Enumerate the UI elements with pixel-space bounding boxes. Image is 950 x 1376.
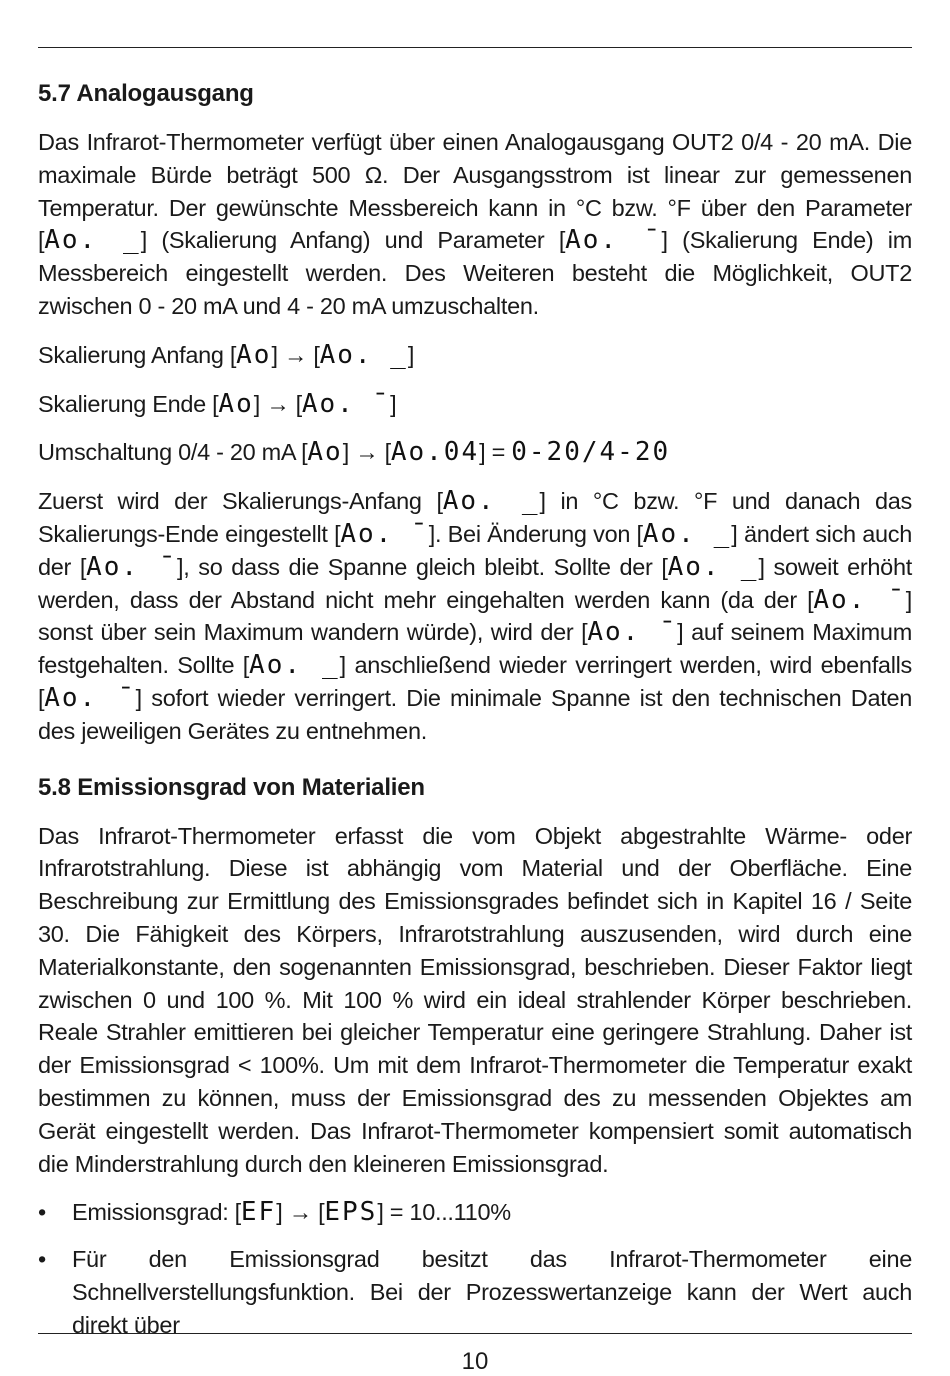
analog-detail-paragraph: Zuerst wird der Skalierungs-Anfang [Ao. _] in °C bzw. °F und danach das Skalierungs-Ende eingestellt [Ao. ¯]. Bei Änderung von [Ao. _] ändert sich auch der [Ao. ¯], so dass die Spanne gleich bleibt. Sollte der [Ao. _] soweit erhöht werden, dass der Abstand nicht mehr eingehalten werden kann (da der [Ao. ¯] sonst über sein Maximum wandern würde), wird der [Ao. ¯] auf seinem Maximum festgehalten. Sollte [Ao. _] anschließend wieder verringert werden, wird ebenfalls [Ao. ¯] sofort wieder verringert. Die minimale Spanne ist den technischen Daten des jeweiligen Gerätes zu entnehmen.: [38, 486, 912, 744]
display-code-scale-end: Ao. ¯: [813, 584, 906, 615]
emission-bullet-list: [38, 1196, 912, 1341]
bullet-icon: •: [38, 1246, 46, 1273]
page-content: [38, 78, 912, 1342]
emission-paragraph: Das Infrarot-Thermometer erfasst die vom Objekt abgestrahlte Wärme- oder Infrarotstrahlung. Diese ist abhängig vom Material und der Oberfläche. Eine Beschreibung zur Ermittlung des Emissionsgrades befindet sich in Kapitel 16 / Seite 30. Die Fähigkeit des Körpers, Infrarotstrahlung auszusenden, wird durch eine Materialkonstante, den sogenannten Emissionsgrad, beschrieben. Dieser Faktor liegt zwischen 0 und 100 %. Mit 100 % wird ein ideal strahlender Körper beschrieben. Reale Strahler emittieren bei gleicher Temperatur eine geringere Strahlung. Daher ist der Emissionsgrad < 100%. Um mit dem Infrarot-Thermometer die Temperatur exakt bestimmen zu können, muss der Emissionsgrad des zu messenden Objektes am Gerät eingestellt werden. Das Infrarot-Thermometer kompensiert somit automatisch die Minderstrahlung durch den kleineren Emissionsgrad.: [38, 822, 912, 1177]
bottom-rule: [38, 1333, 912, 1334]
display-code-scale-start: Ao. _: [249, 650, 340, 681]
display-code-scale-end: Ao. ¯: [587, 617, 678, 648]
bullet-icon: •: [38, 1199, 46, 1226]
display-code-scale-start: Ao. _: [642, 518, 732, 549]
section-heading-emissionsgrad: 5.8 Emissionsgrad von Materialien: [38, 773, 425, 801]
display-code-scale-end: Ao. ¯: [44, 682, 136, 713]
section-heading-analogausgang: 5.7 Analogausgang: [38, 80, 254, 107]
display-code-scale-end: Ao. ¯: [301, 388, 391, 419]
display-code-scale-start: Ao. _: [44, 225, 141, 256]
page-number: 10: [461, 1348, 489, 1375]
display-code-scale-start: Ao. _: [667, 551, 759, 582]
display-code-scale-end: Ao. ¯: [86, 551, 177, 582]
row-switch-range: Umschaltung 0/4 - 20 mA [Ao] → [Ao.04] = 0-20/4-20: [38, 437, 671, 468]
display-code-ao04: Ao.04: [390, 437, 480, 468]
list-item: • Für den Emissionsgrad besitzt das Infrarot-Thermometer eine Schnellverstellungsfunktion. Bei der Prozesswertanzeige kann der Wert auch direkt über: [38, 1243, 912, 1341]
display-code-scale-end: Ao. ¯: [340, 518, 429, 549]
display-code-scale-start: Ao. _: [442, 486, 540, 517]
row-scale-start: Skalierung Anfang [Ao] → [Ao. _]: [38, 339, 415, 370]
display-code-scale-start: Ao. _: [319, 339, 408, 370]
display-code-range-values: 0-20/4-20: [511, 437, 671, 468]
display-code-ao: Ao: [236, 339, 272, 370]
display-code-eps: EPS: [324, 1197, 378, 1228]
display-code-scale-end: Ao. ¯: [565, 225, 662, 256]
display-code-ao: Ao: [307, 437, 343, 468]
display-code-ao: Ao: [218, 388, 254, 419]
analog-intro-paragraph: Das Infrarot-Thermometer verfügt über einen Analogausgang OUT2 0/4 - 20 mA. Die maximale Bürde beträgt 500 Ω. Der Ausgangsstrom ist linear zur gemessenen Temperatur. Der gewünschte Messbereich kann in °C bzw. °F über den Parameter [Ao. _] (Skalierung Anfang) und Parameter [Ao. ¯] (Skalierung Ende) im Messbereich eingestellt werden. Des Weiteren besteht die Möglichkeit, OUT2 zwischen 0 - 20 mA und 4 - 20 mA umzuschalten.: [38, 129, 912, 319]
row-scale-end: Skalierung Ende [Ao] → [Ao. ¯]: [38, 388, 397, 419]
display-code-ef: EF: [240, 1197, 277, 1228]
list-item: • Emissionsgrad: [EF] → [EPS] = 10...110%: [38, 1197, 511, 1228]
top-rule: [38, 47, 912, 48]
